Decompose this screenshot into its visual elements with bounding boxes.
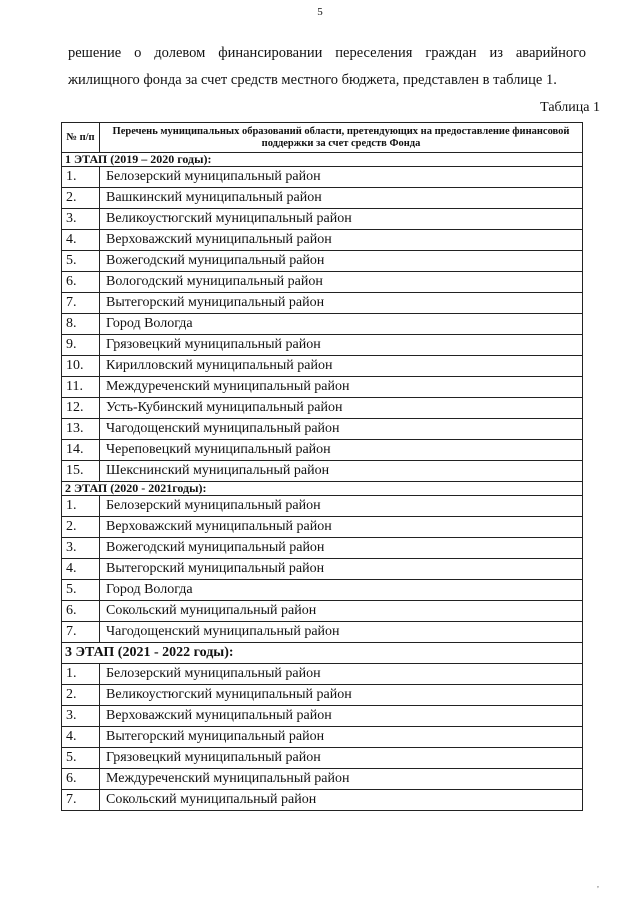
stage-title: 3 ЭТАП (2021 - 2022 годы): [62, 643, 583, 664]
table-row [62, 188, 583, 209]
table-row [62, 622, 583, 643]
municipality-name: Вологодский муниципальный район [100, 272, 583, 293]
municipality-name: Вожегодский муниципальный район [100, 538, 583, 559]
table-row [62, 230, 583, 251]
row-number: 3. [62, 209, 100, 230]
row-number: 5. [62, 251, 100, 272]
table-row [62, 496, 583, 517]
row-number: 4. [62, 559, 100, 580]
table-row [62, 461, 583, 482]
row-number: 2. [62, 517, 100, 538]
table-row [62, 335, 583, 356]
intro-paragraph [68, 40, 586, 94]
row-number: 2. [62, 685, 100, 706]
row-number: 1. [62, 167, 100, 188]
municipality-name: Череповецкий муниципальный район [100, 440, 583, 461]
row-number: 12. [62, 398, 100, 419]
row-number: 11. [62, 377, 100, 398]
stage-row [62, 643, 583, 664]
table-row [62, 440, 583, 461]
row-number: 4. [62, 727, 100, 748]
intro-line-2: жилищного фонда за счет средств местного бюджета, представлен в таблице 1. [68, 72, 557, 88]
page-number: 5 [317, 6, 323, 18]
row-number: 8. [62, 314, 100, 335]
row-number: 3. [62, 538, 100, 559]
table-body [62, 153, 583, 811]
row-number: 14. [62, 440, 100, 461]
table-row [62, 419, 583, 440]
municipality-name: Белозерский муниципальный район [100, 167, 583, 188]
row-number: 7. [62, 790, 100, 811]
municipality-name: Город Вологда [100, 580, 583, 601]
table-row [62, 398, 583, 419]
table-row [62, 769, 583, 790]
row-number: 6. [62, 601, 100, 622]
row-number: 7. [62, 622, 100, 643]
municipality-name: Междуреченский муниципальный район [100, 769, 583, 790]
municipality-name: Великоустюгский муниципальный район [100, 685, 583, 706]
municipality-name: Великоустюгский муниципальный район [100, 209, 583, 230]
municipality-name: Верховажский муниципальный район [100, 230, 583, 251]
stage-title: 2 ЭТАП (2020 - 2021годы): [62, 482, 583, 496]
table-row [62, 517, 583, 538]
municipality-name: Вожегодский муниципальный район [100, 251, 583, 272]
row-number: 1. [62, 496, 100, 517]
header-list-title: Перечень муниципальных образований области, претендующих на предоставление финансовой поддержки за счет средств Фонда [100, 123, 583, 153]
table-row [62, 272, 583, 293]
header-number: № п/п [62, 123, 100, 153]
table-row [62, 293, 583, 314]
municipality-name: Вашкинский муниципальный район [100, 188, 583, 209]
table-row [62, 706, 583, 727]
municipality-name: Грязовецкий муниципальный район [100, 748, 583, 769]
table-row [62, 580, 583, 601]
municipality-name: Кирилловский муниципальный район [100, 356, 583, 377]
table-row [62, 559, 583, 580]
table-row [62, 356, 583, 377]
table-row [62, 167, 583, 188]
table-header-row [62, 123, 583, 153]
row-number: 4. [62, 230, 100, 251]
municipality-name: Грязовецкий муниципальный район [100, 335, 583, 356]
table-row [62, 790, 583, 811]
stage-title: 1 ЭТАП (2019 – 2020 годы): [62, 153, 583, 167]
table-row [62, 601, 583, 622]
intro-line-1: решение о долевом финансировании переселения граждан из аварийного [68, 45, 586, 61]
stage-row [62, 153, 583, 167]
municipality-name: Междуреченский муниципальный район [100, 377, 583, 398]
row-number: 7. [62, 293, 100, 314]
municipality-name: Верховажский муниципальный район [100, 517, 583, 538]
table-row [62, 685, 583, 706]
row-number: 13. [62, 419, 100, 440]
row-number: 9. [62, 335, 100, 356]
municipality-name: Сокольский муниципальный район [100, 601, 583, 622]
table-row [62, 664, 583, 685]
row-number: 5. [62, 580, 100, 601]
table-row [62, 538, 583, 559]
municipality-name: Верховажский муниципальный район [100, 706, 583, 727]
municipality-name: Шекснинский муниципальный район [100, 461, 583, 482]
municipality-name: Чагодощенский муниципальный район [100, 419, 583, 440]
municipality-name: Усть-Кубинский муниципальный район [100, 398, 583, 419]
table-row [62, 377, 583, 398]
row-number: 2. [62, 188, 100, 209]
municipalities-table [61, 122, 583, 811]
municipality-name: Чагодощенский муниципальный район [100, 622, 583, 643]
municipality-name: Вытегорский муниципальный район [100, 727, 583, 748]
table-row [62, 748, 583, 769]
municipality-name: Белозерский муниципальный район [100, 496, 583, 517]
row-number: 6. [62, 769, 100, 790]
municipality-name: Сокольский муниципальный район [100, 790, 583, 811]
row-number: 1. [62, 664, 100, 685]
table-row [62, 209, 583, 230]
row-number: 10. [62, 356, 100, 377]
stage-row [62, 482, 583, 496]
table-row [62, 314, 583, 335]
municipality-name: Белозерский муниципальный район [100, 664, 583, 685]
municipality-name: Город Вологда [100, 314, 583, 335]
municipality-name: Вытегорский муниципальный район [100, 293, 583, 314]
margin-mark: , [597, 880, 599, 889]
table-row [62, 251, 583, 272]
row-number: 3. [62, 706, 100, 727]
row-number: 15. [62, 461, 100, 482]
municipality-name: Вытегорский муниципальный район [100, 559, 583, 580]
row-number: 5. [62, 748, 100, 769]
row-number: 6. [62, 272, 100, 293]
table-row [62, 727, 583, 748]
table-caption: Таблица 1 [540, 100, 600, 115]
